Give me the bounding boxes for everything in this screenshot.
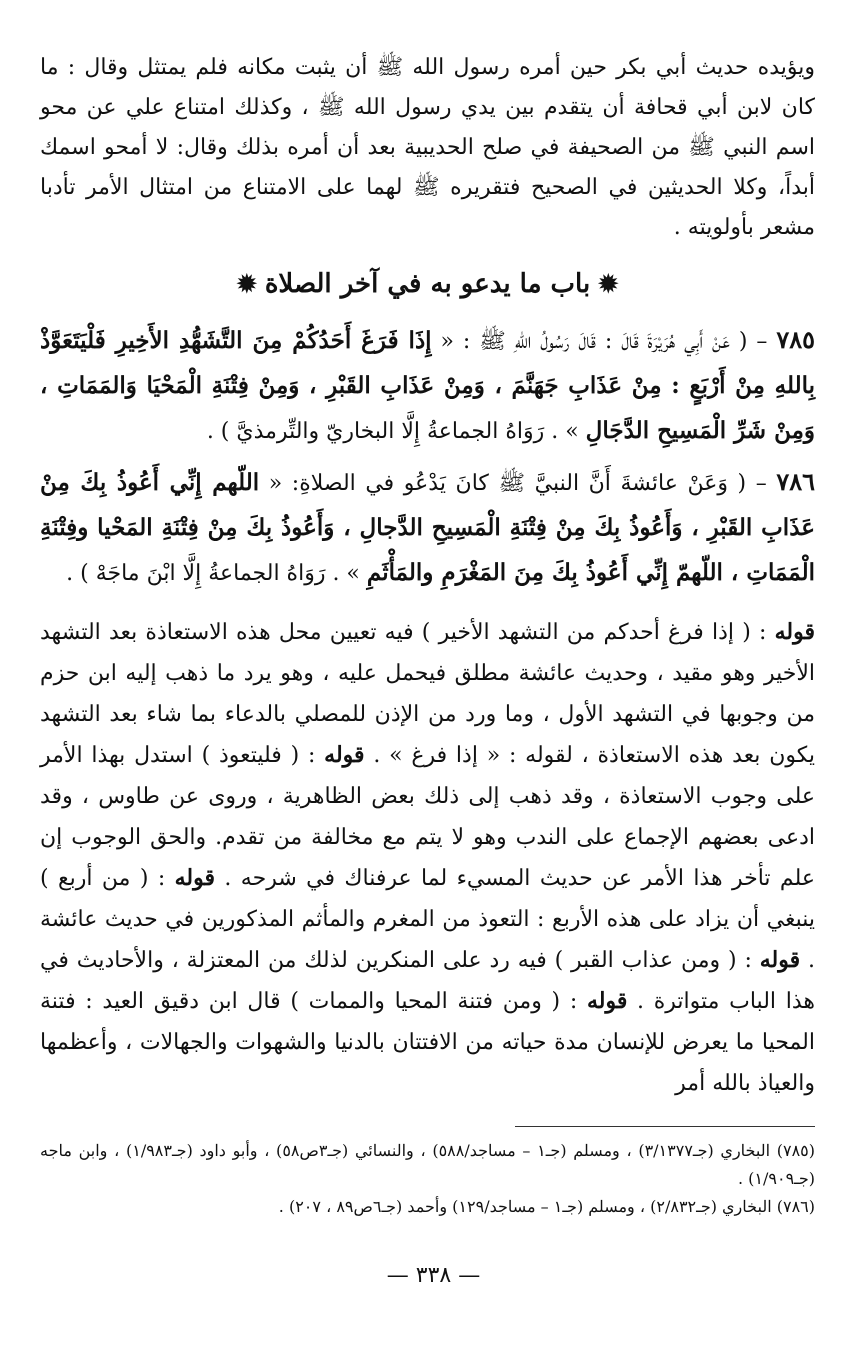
page-number: — ٣٣٨ —: [386, 1263, 481, 1288]
footnote-786: (٧٨٦) البخاري (جـ٢/٨٣٢) ، ومسلم (جـ١ – مساجد/١٢٩) وأحمد (جـ٦ص٨٩ ، ٢٠٧) .: [278, 1197, 815, 1216]
qawluhu-keyword: قوله: [759, 947, 801, 973]
hadith-785: [40, 318, 815, 454]
qawluhu-keyword: قوله: [324, 742, 365, 768]
footnote-divider: [515, 1126, 815, 1127]
commentary-paragraph: [40, 612, 815, 1104]
hadith-number: ٧٨٥: [776, 325, 815, 354]
commentary-text: : ( فليتعوذ ) استدل بهذا الأمر على وجوب الاستعاذة ، وقد ذهب إلى ذلك بعض الظاهرية ، وروى عن طاوس ، وقد ادعى بعضهم الإجماع على الندب وهو لا يتم مع مخالفة من تقدم. والحق الوجوب إن علم تأخر هذا الأمر عن حديث المسيء لما عرفناك في شرحه .: [40, 743, 815, 891]
qawluhu-keyword: قوله: [586, 988, 628, 1014]
star-ornament-icon: ✹: [236, 269, 257, 298]
footnotes: [40, 1137, 815, 1221]
commentary-text: : ( إذا فرغ أحدكم من التشهد الأخير ) فيه تعيين محل هذه الاستعاذة بعد التشهد الأخير وهو مقيد ، وحديث عائشة مطلق فيحمل عليه ، وهو يرد ما ذهب إليه ابن حزم من وجوبها في التشهد الأول ، وما ورد من الإذن للمصلي بالدعاء بما شاء بعد التشهد يكون بعد هذه الاستعاذة ، لقوله : « إذا فرغ » .: [40, 620, 816, 768]
footnote-785: (٧٨٥) البخاري (جـ٣/١٣٧٧) ، ومسلم (جـ١ – مساجد/٥٨٨) ، والنسائي (جـ٣ص٥٨) ، وأبو داود (جـ١/٩٨٣) ، وابن ماجه (جـ١/٩٠٩) .: [40, 1141, 816, 1188]
hadith-text: اللّهم إِنِّي أَعُوذُ بِكَ مِنْ عَذَابِ القَبْرِ ، وَأَعُوذُ بِكَ مِنْ فِتْنَةِ الْمَسِيحِ الدَّجالِ ، وَأَعُوذُ بِكَ مِنْ فِتْنَةِ المَحْيا وفِتْنَةِ الْمَمَاتِ ، اللّهمّ إِنِّي أَعُوذُ بِكَ مِنَ المَغْرَمِ والمَأْثَمِ: [40, 469, 815, 586]
intro-paragraph: ويؤيده حديث أبي بكر حين أمره رسول الله ﷺ أن يثبت مكانه فلم يمتثل وقال : ما كان لابن أبي قحافة أن يتقدم بين يدي رسول الله ﷺ ، وكذلك امتناع علي عن محو اسم النبي ﷺ من الصحيفة في صلح الحديبية بعد أن أمره بذلك وقال: لا أمحو اسمك أبداً، وكلا الحديثين في الصحيح فتقريره ﷺ لهما على الامتناع من امتثال الأمر تأدبا مشعر بأولويته .: [40, 55, 815, 240]
hadith-786: [40, 460, 815, 596]
hadith-intro: – ( عَنْ أَبِي هُرَيْرَةَ قَالَ : قَالَ رَسُولُ اللهِ ﷺ : «: [431, 329, 777, 354]
hadith-intro: – ( وَعَنْ عائشةَ أَنَّ النبيَّ ﷺ كانَ يَدْعُو في الصلاةِ: «: [259, 471, 777, 496]
hadith-text: إِذَا فَرَغَ أَحَدُكُمْ مِنَ التَّشَهُّدِ الأَخِيرِ فَلْيَتَعَوَّذْ بِاللهِ مِنْ أَرْبَعٍ : مِنْ عَذَابِ جَهَنَّمَ ، وَمِنْ عَذَابِ القَبْرِ ، وَمِنْ فِتْنَةِ الْمَحْيَا وَالمَمَاتِ ، وَمِنْ شَرِّ الْمَسِيحِ الدَّجَالِ: [40, 327, 815, 444]
star-ornament-icon: ✹: [598, 269, 619, 298]
hadith-ending: » . رَوَاهُ الجماعةُ إِلَّا البخاريّ والتِّرمذيَّ ) .: [206, 419, 586, 444]
hadith-ending: » . رَوَاهُ الجماعةُ إِلَّا ابْنَ ماجَهْ ) .: [66, 561, 367, 586]
chapter-title: باب ما يدعو به في آخر الصلاة: [264, 269, 591, 299]
qawluhu-keyword: قوله: [174, 865, 216, 891]
commentary-text: : ( من أربع ) ينبغي أن يزاد على هذه الأربع : التعوذ من المغرم والمأثم المذكورين في حديث عائشة .: [40, 866, 815, 973]
commentary-text: : ( ومن فتنة المحيا والممات ) قال ابن دقيق العيد : فتنة المحيا ما يعرض للإنسان مدة حياته من الافتتان بالدنيا والشهوات والجهالات ، وأعظمها والعياذ بالله أمر: [40, 989, 815, 1096]
qawluhu-keyword: قوله: [774, 619, 815, 645]
commentary-text: : ( ومن عذاب القبر ) فيه رد على المنكرين لذلك من المعتزلة ، والأحاديث في هذا الباب متواترة .: [40, 948, 815, 1014]
chapter-heading: [40, 264, 815, 304]
hadith-number: ٧٨٦: [776, 467, 815, 496]
